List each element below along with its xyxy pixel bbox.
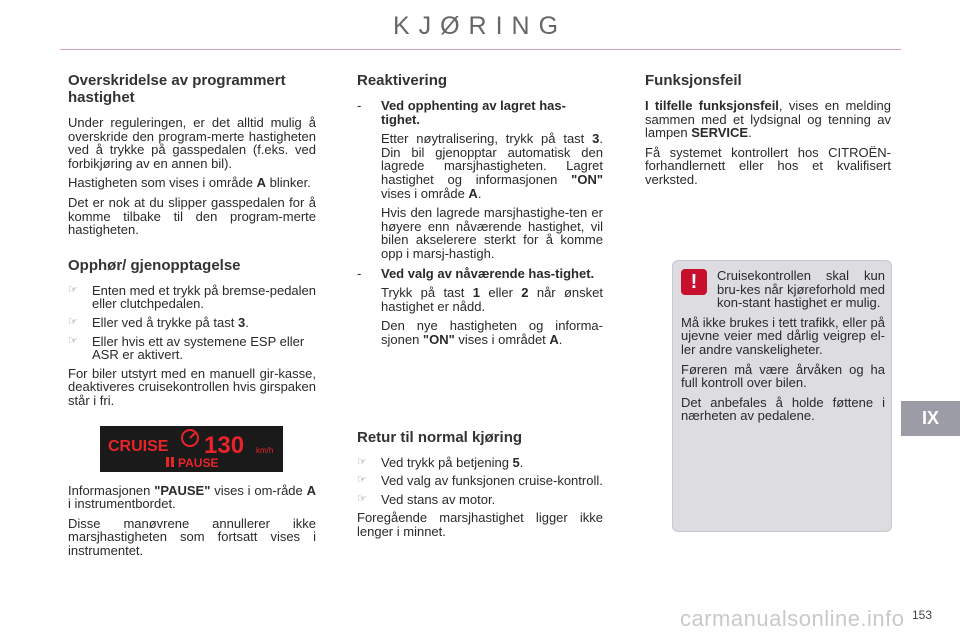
paragraph: Under reguleringen, er det alltid mulig å overskride den program-merte hastigheten ved å trykke på gasspedalen (f.eks. ved forbikjøring av en annen bil). [68, 115, 316, 171]
warning-text: Føreren må være årvåken og ha full kontroll over bilen. [681, 361, 885, 391]
list-item: ☞ Ved trykk på betjening 5. [357, 454, 524, 470]
warning-text: Cruisekontrollen skal kun bru-kes når kjøreforhold med kon-stant hastighet er mulig. [717, 268, 885, 311]
pointing-hand-icon: ☞ [357, 474, 367, 487]
paragraph: Hastigheten som vises i område A blinker. [68, 175, 311, 191]
paragraph: Etter nøytralisering, trykk på tast 3. Din bil gjenopptar automatisk den lagrede marsjhastigheten. Lagret hastighet og informasjonen "ON" vises i område A. [381, 131, 603, 201]
paragraph: Disse manøvrene annullerer ikke marsjhastigheten som fortsatt vises i instrumentet. [68, 515, 316, 558]
column-middle [357, 72, 603, 544]
heading-opphor: Opphør/ gjenopptagelse [68, 256, 241, 274]
paragraph: Foregående marsjhastighet ligger ikke lenger i minnet. [357, 510, 603, 539]
paragraph: Informasjonen "PAUSE" vises i om-råde A i instrumentbordet. [68, 482, 316, 512]
warning-box [672, 260, 892, 532]
pointing-hand-icon: ☞ [68, 334, 78, 347]
heading-funksjonsfeil: Funksjonsfeil [645, 72, 742, 89]
page-number: 153 [912, 608, 933, 622]
paragraph: Hvis den lagrede marsjhastighe-ten er høyere enn nåværende hastighet, vil bilen akselerere sterkt for å komme opp i marsj-hastigh. [381, 205, 603, 261]
paragraph: Den nye hastigheten og informa-sjonen "ON" vises i området A. [381, 318, 603, 347]
display-cruise-text: CRUISE [108, 437, 169, 455]
cruise-display-image [100, 426, 283, 472]
column-left [68, 72, 316, 563]
heading-reaktivering: Reaktivering [357, 72, 448, 89]
chapter-tab[interactable]: IX [901, 401, 960, 436]
paragraph: For biler utstyrt med en manuell gir-kasse, deaktiveres cruisekontrollen hvis girspaken står i fri. [68, 365, 316, 408]
pointing-hand-icon: ☞ [68, 315, 78, 328]
title-divider [60, 49, 901, 50]
paragraph: I tilfelle funksjonsfeil, vises en melding sammen med et lydsignal og tenning av lampen SERVICE. [645, 98, 891, 141]
display-unit: km/h [256, 445, 274, 455]
pointing-hand-icon: ☞ [68, 283, 78, 296]
display-speed: 130 [204, 431, 245, 459]
list-item: ☞ Ved stans av motor. [357, 491, 496, 507]
list-item: ☞ Eller ved å trykke på tast 3. [68, 314, 249, 330]
column-right [645, 72, 891, 193]
paragraph: Få systemet kontrollert hos CITROËN-forhandlernett eller hos et kvalifisert verksted. [645, 144, 891, 187]
watermark: carmanualsonline.info [680, 606, 905, 631]
heading-retur: Retur til normal kjøring [357, 428, 523, 446]
list-item: ☞ Enten med et trykk på bremse-pedalen eller clutchpedalen. [68, 282, 317, 312]
display-pause-text: PAUSE [178, 455, 219, 470]
page-title: KJØRING [392, 12, 568, 40]
list-item: ☞ Eller hvis ett av systemene ESP eller ASR er aktivert. [68, 333, 305, 363]
pointing-hand-icon: ☞ [357, 455, 367, 468]
subheading: - Ved opphenting av lagret has-tighet. [357, 98, 566, 127]
pointing-hand-icon: ☞ [357, 492, 367, 505]
warning-text: Det anbefales å holde føttene i nærheten av pedalene. [681, 394, 885, 424]
heading-overskridelse: Overskridelse av programmert hastighet [68, 72, 286, 106]
pause-icon [166, 457, 169, 467]
warning-text: Må ikke brukes i tett trafikk, eller på ujevne veier med dårlig veigrep el-ler andre vanskeligheter. [681, 314, 885, 357]
paragraph: Trykk på tast 1 eller 2 når ønsket hastighet er nådd. [381, 285, 603, 314]
subheading: - Ved valg av nåværende has-tighet. [357, 265, 595, 281]
paragraph: Det er nok at du slipper gasspedalen for å komme tilbake til den program-merte hastigheten. [68, 194, 316, 238]
list-item: ☞ Ved valg av funksjonen cruise-kontroll. [357, 473, 603, 489]
exclamation-warning-icon: ! [681, 269, 707, 295]
